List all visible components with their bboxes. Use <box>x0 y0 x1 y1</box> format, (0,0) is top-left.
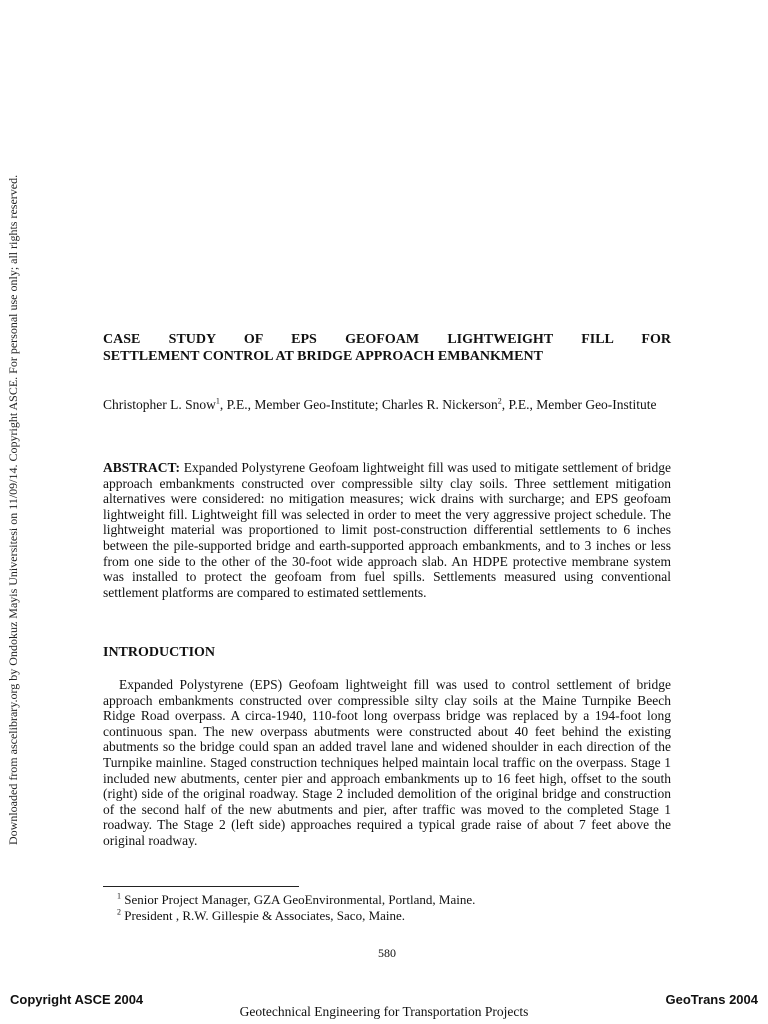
abstract-label: ABSTRACT: <box>103 460 181 475</box>
author-list <box>103 397 671 413</box>
footnote-2-text: President , R.W. Gillespie & Associates, Saco, Maine. <box>121 908 406 923</box>
footnote-2 <box>117 908 475 924</box>
footer-copyright: Copyright ASCE 2004 <box>10 992 144 1007</box>
paper-title <box>103 331 671 365</box>
download-notice: Downloaded from ascelibrary.org by Ondokuz Mayis Universitesi on 11/09/14. Copyright ASCE. For personal use only; all rights reserved. <box>6 174 20 846</box>
footnote-1 <box>117 892 475 908</box>
author-1-footnote-mark: 1 <box>215 396 220 406</box>
author-2-footnote-mark: 2 <box>497 396 502 406</box>
author-1-name: Christopher L. Snow <box>103 397 216 412</box>
footer-conference: GeoTrans 2004 <box>665 992 758 1007</box>
title-line-1: CASE STUDY OF EPS GEOFOAM LIGHTWEIGHT FILL FOR <box>103 332 671 347</box>
footnotes <box>117 892 475 924</box>
footer-book-title: Geotechnical Engineering for Transportation Projects <box>239 1004 529 1019</box>
abstract-text: Expanded Polystyrene Geofoam lightweight fill was used to mitigate settlement of bridge approach embankments constructed over compressible silty clay soils. Three settlement mitigation alternatives were considered: no mitigation measures; wick drains with surcharge; and EPS geofoam lightweight fill. Lightweight fill was selected in order to meet the very aggressive project schedule. The lightweight material was proportioned to limit post-construction differential settlements to 6 inches between the pile-supported bridge and earth-supported approach embankments, and to 3 inches or less from one side to the other of the 30-foot wide approach slab. An HDPE protective membrane system was installed to protect the geofoam from fuel spills. Settlements measured using conventional settlement platforms are compared to estimated settlements. <box>103 460 671 600</box>
author-1-affiliation: , P.E., Member Geo-Institute; Charles R. Nickerson <box>219 397 498 412</box>
title-line-2: SETTLEMENT CONTROL AT BRIDGE APPROACH EMBANKMENT <box>103 349 543 364</box>
footnote-2-mark: 2 <box>117 907 121 917</box>
abstract <box>103 460 671 600</box>
page-number: 580 <box>378 946 396 960</box>
introduction-paragraph: Expanded Polystyrene (EPS) Geofoam lightweight fill was used to control settlement of bridge approach embankments constructed over compressible silty clay soils at the Maine Turnpike Beech Ridge Road overpass. A circa-1940, 110-foot long overpass bridge was replaced by a 194-foot long continuous span. The new overpass abutments were constructed about 40 feet behind the existing abutments so the bridge could span an added travel lane and widened shoulder in each direction of the Turnpike mainline. Staged construction techniques helped maintain local traffic on the overpass. Stage 1 included new abutments, center pier and approach embankments up to 16 feet high, offset to the south (right) side of the original roadway. Stage 2 included demolition of the original bridge and construction of the second half of the new abutments and pier, after traffic was moved to the completed Stage 1 roadway. The Stage 2 (left side) approaches required a typical grade raise of about 7 feet above the original roadway. <box>103 677 671 848</box>
footnote-1-text: Senior Project Manager, GZA GeoEnvironmental, Portland, Maine. <box>121 892 476 907</box>
footnote-divider <box>103 886 299 887</box>
section-heading-introduction: INTRODUCTION <box>103 645 216 660</box>
footnote-1-mark: 1 <box>117 891 121 901</box>
author-2-affiliation: , P.E., Member Geo-Institute <box>501 397 657 412</box>
